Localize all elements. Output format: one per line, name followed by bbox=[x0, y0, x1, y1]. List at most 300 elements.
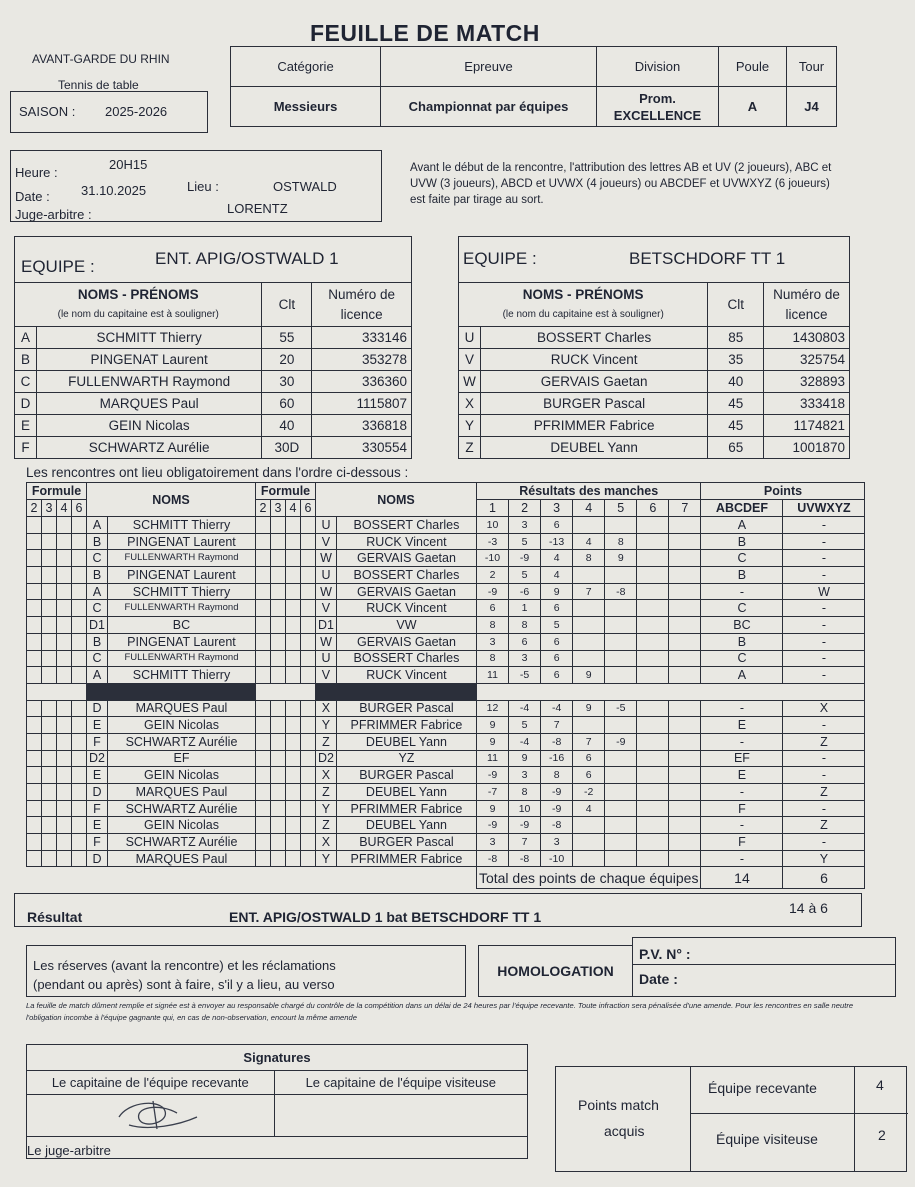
formula-cell bbox=[255, 717, 270, 734]
formula-cell bbox=[42, 800, 57, 817]
player-letter: A bbox=[15, 327, 37, 349]
away-point: - bbox=[783, 834, 865, 851]
home-point: E bbox=[701, 767, 783, 784]
set-score: 3 bbox=[509, 517, 541, 534]
set-score: -9 bbox=[476, 817, 508, 834]
home-point: B bbox=[701, 533, 783, 550]
away-point: - bbox=[783, 667, 865, 684]
set-score: -8 bbox=[509, 850, 541, 867]
set-score bbox=[637, 600, 669, 617]
home-player-letter: D bbox=[87, 700, 108, 717]
formula-cell bbox=[72, 767, 87, 784]
home-player-letter: D2 bbox=[87, 750, 108, 767]
away-players-table bbox=[458, 282, 850, 459]
set-score: 9 bbox=[476, 800, 508, 817]
formula-cell bbox=[270, 733, 285, 750]
set-score: -16 bbox=[541, 750, 573, 767]
away-formula-col: 2 bbox=[255, 500, 270, 517]
formula-cell bbox=[300, 650, 315, 667]
formula-cell bbox=[27, 517, 42, 534]
away-player-letter: V bbox=[315, 600, 336, 617]
category-header: Catégorie bbox=[231, 47, 381, 87]
formula-cell bbox=[42, 633, 57, 650]
set-score bbox=[605, 750, 637, 767]
formula-cell bbox=[285, 767, 300, 784]
time-value: 20H15 bbox=[109, 157, 148, 172]
result-label: Résultat bbox=[27, 909, 83, 925]
formula-cell bbox=[57, 517, 72, 534]
home-player-name: SCHWARTZ Aurélie bbox=[107, 800, 255, 817]
formula-cell bbox=[72, 850, 87, 867]
set-score: 2 bbox=[476, 567, 508, 584]
set-score: 6 bbox=[509, 633, 541, 650]
home-licence-label-1: Numéro de bbox=[328, 286, 396, 302]
homologation-date-label: Date : bbox=[639, 971, 678, 987]
referee-signature-label: Le juge-arbitre bbox=[27, 1137, 528, 1159]
formula-cell bbox=[57, 650, 72, 667]
home-player-name: PINGENAT Laurent bbox=[107, 633, 255, 650]
totals-label: Total des points de chaque équipes bbox=[476, 867, 701, 889]
player-letter: V bbox=[459, 349, 481, 371]
formula-cell bbox=[57, 550, 72, 567]
formula-cell bbox=[72, 784, 87, 801]
away-player-letter: Z bbox=[315, 784, 336, 801]
formula-cell bbox=[270, 600, 285, 617]
fine-print: La feuille de match dûment remplie et signée est à envoyer au responsable chargé du contrôle de la compétition dans un délai de 24 heures par l'équipe recevante. Toute infraction sera pénalisée d'une amende. Pour les rencontres en salle neutre l'obligation incombe à l'équipe gagnante qui, en cas de non-observation, encourt la même amende bbox=[26, 1001, 854, 1022]
home-player-name: SCHWARTZ Aurélie bbox=[107, 733, 255, 750]
formula-cell bbox=[72, 717, 87, 734]
player-letter: Z bbox=[459, 437, 481, 459]
player-letter: D bbox=[15, 393, 37, 415]
home-point: A bbox=[701, 517, 783, 534]
home-point: - bbox=[701, 817, 783, 834]
formula-cell bbox=[27, 717, 42, 734]
season-label: SAISON : bbox=[19, 104, 76, 119]
totals-spacer bbox=[27, 867, 477, 889]
away-player-letter: X bbox=[315, 834, 336, 851]
formula-cell bbox=[27, 733, 42, 750]
game-row bbox=[27, 850, 865, 867]
player-ranking: 20 bbox=[262, 349, 312, 371]
game-row bbox=[27, 784, 865, 801]
formula-cell bbox=[255, 784, 270, 801]
reserves-box bbox=[26, 945, 466, 997]
set-score: -8 bbox=[541, 733, 573, 750]
player-letter: W bbox=[459, 371, 481, 393]
home-players-table bbox=[14, 282, 412, 459]
formula-cell bbox=[57, 717, 72, 734]
pool-value: A bbox=[719, 87, 787, 127]
player-licence: 1115807 bbox=[312, 393, 412, 415]
date-value: 31.10.2025 bbox=[81, 183, 147, 198]
set-score: -8 bbox=[476, 850, 508, 867]
formula-cell bbox=[57, 834, 72, 851]
set-score bbox=[637, 700, 669, 717]
signatures-table bbox=[26, 1044, 528, 1159]
formula-cell bbox=[72, 733, 87, 750]
formula-cell bbox=[255, 733, 270, 750]
set-score bbox=[637, 784, 669, 801]
away-point: Z bbox=[783, 784, 865, 801]
formula-cell bbox=[27, 784, 42, 801]
set-score bbox=[637, 834, 669, 851]
set-score: 4 bbox=[541, 567, 573, 584]
set-score bbox=[573, 850, 605, 867]
set-score: 8 bbox=[541, 767, 573, 784]
home-player-name: GEIN Nicolas bbox=[107, 767, 255, 784]
set-score bbox=[637, 533, 669, 550]
formula-cell bbox=[300, 767, 315, 784]
formula-cell bbox=[72, 834, 87, 851]
formula-cell bbox=[27, 650, 42, 667]
set-score: 11 bbox=[476, 750, 508, 767]
formula-cell bbox=[270, 767, 285, 784]
away-equipe-label: EQUIPE : bbox=[463, 249, 537, 268]
formula-cell bbox=[300, 550, 315, 567]
player-row bbox=[15, 393, 412, 415]
set-score: 10 bbox=[476, 517, 508, 534]
set-score bbox=[605, 800, 637, 817]
set-score bbox=[669, 567, 701, 584]
away-names-label: NOMS - PRÉNOMS bbox=[522, 286, 644, 302]
game-row bbox=[27, 600, 865, 617]
player-name: GERVAIS Gaetan bbox=[480, 371, 707, 393]
set-score bbox=[637, 633, 669, 650]
set-score: 6 bbox=[541, 633, 573, 650]
formula-cell bbox=[285, 633, 300, 650]
home-player-name: GEIN Nicolas bbox=[107, 817, 255, 834]
away-team-points-label: Équipe visiteuse bbox=[716, 1131, 818, 1147]
set-score bbox=[573, 567, 605, 584]
player-row bbox=[15, 327, 412, 349]
home-player-letter: B bbox=[87, 633, 108, 650]
game-row bbox=[27, 733, 865, 750]
player-licence: 1430803 bbox=[764, 327, 850, 349]
set-score: 4 bbox=[541, 550, 573, 567]
home-player-letter: F bbox=[87, 834, 108, 851]
formula-cell bbox=[27, 617, 42, 634]
set-score: 6 bbox=[573, 750, 605, 767]
match-info-box bbox=[10, 150, 382, 222]
set-score: 11 bbox=[476, 667, 508, 684]
formula-cell bbox=[27, 583, 42, 600]
set-number: 4 bbox=[573, 500, 605, 517]
set-score bbox=[637, 617, 669, 634]
player-name: DEUBEL Yann bbox=[480, 437, 707, 459]
formula-cell bbox=[255, 583, 270, 600]
formula-cell bbox=[27, 633, 42, 650]
away-player-letter: D2 bbox=[315, 750, 336, 767]
player-ranking: 55 bbox=[262, 327, 312, 349]
formula-cell bbox=[57, 750, 72, 767]
away-player-letter: U bbox=[315, 650, 336, 667]
formula-cell bbox=[255, 550, 270, 567]
formula-cell bbox=[285, 750, 300, 767]
away-names-header bbox=[459, 283, 708, 327]
home-point: F bbox=[701, 834, 783, 851]
home-player-name: MARQUES Paul bbox=[107, 700, 255, 717]
set-score bbox=[605, 767, 637, 784]
game-row bbox=[27, 800, 865, 817]
formula-cell bbox=[285, 583, 300, 600]
formula-cell bbox=[255, 750, 270, 767]
home-player-letter: F bbox=[87, 733, 108, 750]
away-player-name: PFRIMMER Fabrice bbox=[336, 717, 476, 734]
formula-cell bbox=[300, 583, 315, 600]
time-label: Heure : bbox=[15, 165, 58, 180]
away-point: - bbox=[783, 633, 865, 650]
away-point: - bbox=[783, 533, 865, 550]
away-player-name: PFRIMMER Fabrice bbox=[336, 800, 476, 817]
pm-divider-h bbox=[690, 1113, 908, 1114]
set-score: 3 bbox=[476, 633, 508, 650]
game-row bbox=[27, 633, 865, 650]
set-score bbox=[573, 617, 605, 634]
division-header: Division bbox=[597, 47, 719, 87]
set-number: 5 bbox=[605, 500, 637, 517]
signatures-title: Signatures bbox=[27, 1045, 528, 1071]
event-value: Championnat par équipes bbox=[381, 87, 597, 127]
away-point: - bbox=[783, 750, 865, 767]
home-point: C bbox=[701, 600, 783, 617]
away-captain-label: Le capitaine de l'équipe visiteuse bbox=[274, 1071, 527, 1095]
set-score bbox=[669, 533, 701, 550]
sep-rest bbox=[476, 683, 865, 700]
player-ranking: 85 bbox=[708, 327, 764, 349]
formula-cell bbox=[270, 550, 285, 567]
away-point: Y bbox=[783, 850, 865, 867]
away-point: - bbox=[783, 617, 865, 634]
set-score: 9 bbox=[509, 750, 541, 767]
away-player-name: YZ bbox=[336, 750, 476, 767]
away-licence-header bbox=[764, 283, 850, 327]
formula-cell bbox=[270, 633, 285, 650]
formula-cell bbox=[42, 717, 57, 734]
home-player-name: SCHMITT Thierry bbox=[107, 517, 255, 534]
formula-cell bbox=[42, 567, 57, 584]
home-point: - bbox=[701, 784, 783, 801]
formula-cell bbox=[285, 667, 300, 684]
game-row bbox=[27, 717, 865, 734]
player-row bbox=[459, 415, 850, 437]
set-score: 5 bbox=[509, 533, 541, 550]
player-licence: 336360 bbox=[312, 371, 412, 393]
away-licence-label-1: Numéro de bbox=[773, 286, 840, 302]
round-header: Tour bbox=[787, 47, 837, 87]
set-score: 8 bbox=[573, 550, 605, 567]
category-table bbox=[230, 46, 837, 127]
formula-cell bbox=[300, 533, 315, 550]
home-licence-label-2: licence bbox=[340, 306, 383, 322]
set-score: -9 bbox=[476, 767, 508, 784]
set-score bbox=[605, 834, 637, 851]
player-name: GEIN Nicolas bbox=[36, 415, 262, 437]
formula-cell bbox=[300, 733, 315, 750]
home-formula-col: 2 bbox=[27, 500, 42, 517]
away-player-name: VW bbox=[336, 617, 476, 634]
formula-cell bbox=[72, 667, 87, 684]
away-player-name: DEUBEL Yann bbox=[336, 817, 476, 834]
game-row bbox=[27, 767, 865, 784]
formula-cell bbox=[42, 733, 57, 750]
set-score bbox=[605, 817, 637, 834]
formula-cell bbox=[72, 567, 87, 584]
away-player-letter: Y bbox=[315, 800, 336, 817]
formula-cell bbox=[255, 800, 270, 817]
away-point: X bbox=[783, 700, 865, 717]
home-player-letter: F bbox=[87, 800, 108, 817]
formula-cell bbox=[300, 850, 315, 867]
player-licence: 325754 bbox=[764, 349, 850, 371]
set-score: -13 bbox=[541, 533, 573, 550]
formula-cell bbox=[42, 817, 57, 834]
home-point: A bbox=[701, 667, 783, 684]
set-number: 2 bbox=[509, 500, 541, 517]
player-letter: F bbox=[15, 437, 37, 459]
player-name: SCHWARTZ Aurélie bbox=[36, 437, 262, 459]
formula-cell bbox=[57, 567, 72, 584]
set-score bbox=[637, 567, 669, 584]
formula-cell bbox=[270, 717, 285, 734]
sets-header: Résultats des manches bbox=[476, 483, 701, 500]
total-away: 6 bbox=[783, 867, 865, 889]
game-row bbox=[27, 750, 865, 767]
set-score: -6 bbox=[509, 583, 541, 600]
home-clt-header: Clt bbox=[262, 283, 312, 327]
formula-cell bbox=[270, 800, 285, 817]
formula-cell bbox=[255, 667, 270, 684]
points-match-box bbox=[555, 1066, 907, 1172]
home-player-name: MARQUES Paul bbox=[107, 784, 255, 801]
set-score bbox=[637, 850, 669, 867]
away-player-name: PFRIMMER Fabrice bbox=[336, 850, 476, 867]
home-player-letter: A bbox=[87, 583, 108, 600]
set-score: -9 bbox=[476, 583, 508, 600]
player-ranking: 60 bbox=[262, 393, 312, 415]
away-player-name: BURGER Pascal bbox=[336, 834, 476, 851]
set-score: -9 bbox=[541, 800, 573, 817]
set-score: 8 bbox=[509, 617, 541, 634]
set-score: -10 bbox=[476, 550, 508, 567]
home-captain-label: Le capitaine de l'équipe recevante bbox=[27, 1071, 275, 1095]
formula-cell bbox=[72, 517, 87, 534]
away-team-points: 2 bbox=[878, 1127, 886, 1143]
home-point: - bbox=[701, 850, 783, 867]
set-score: 7 bbox=[573, 583, 605, 600]
set-score bbox=[573, 517, 605, 534]
set-score bbox=[669, 517, 701, 534]
set-score bbox=[637, 517, 669, 534]
division-value bbox=[597, 87, 719, 127]
player-row bbox=[15, 415, 412, 437]
formula-cell bbox=[27, 700, 42, 717]
formula-cell bbox=[255, 617, 270, 634]
set-score bbox=[637, 667, 669, 684]
game-row bbox=[27, 617, 865, 634]
away-player-letter: Y bbox=[315, 850, 336, 867]
home-player-letter: D bbox=[87, 784, 108, 801]
formula-cell bbox=[57, 667, 72, 684]
formula-cell bbox=[42, 667, 57, 684]
set-score: 5 bbox=[509, 717, 541, 734]
home-player-name: PINGENAT Laurent bbox=[107, 567, 255, 584]
division-line1: Prom. bbox=[639, 90, 676, 106]
home-player-letter: A bbox=[87, 667, 108, 684]
away-licence-label-2: licence bbox=[785, 306, 828, 322]
home-names-label: NOMS - PRÉNOMS bbox=[77, 286, 199, 302]
formula-cell bbox=[27, 533, 42, 550]
set-score: -2 bbox=[573, 784, 605, 801]
game-row bbox=[27, 817, 865, 834]
formula-cell bbox=[42, 784, 57, 801]
home-formula-header: Formule bbox=[27, 483, 87, 500]
homologation-label: HOMOLOGATION bbox=[478, 945, 633, 997]
home-point: E bbox=[701, 717, 783, 734]
set-score bbox=[605, 617, 637, 634]
season-box bbox=[10, 91, 208, 133]
away-player-letter: W bbox=[315, 583, 336, 600]
formula-cell bbox=[255, 834, 270, 851]
away-formula-col: 4 bbox=[285, 500, 300, 517]
set-score bbox=[605, 600, 637, 617]
draw-note: Avant le début de la rencontre, l'attribution des lettres AB et UV (2 joueurs), ABC et UVW (3 joueurs), ABCD et UVWX (4 joueurs) ou ABCDEF et UVWXYZ (6 joueurs) est faite par tirage au sort. bbox=[410, 162, 832, 206]
formula-cell bbox=[72, 700, 87, 717]
player-row bbox=[459, 371, 850, 393]
home-point: - bbox=[701, 700, 783, 717]
set-score bbox=[637, 733, 669, 750]
set-score bbox=[637, 800, 669, 817]
formula-cell bbox=[255, 633, 270, 650]
set-score bbox=[669, 733, 701, 750]
formula-cell bbox=[300, 617, 315, 634]
away-player-name: GERVAIS Gaetan bbox=[336, 633, 476, 650]
formula-cell bbox=[300, 667, 315, 684]
player-name: BOSSERT Charles bbox=[480, 327, 707, 349]
formula-cell bbox=[300, 700, 315, 717]
sep-shade-home bbox=[87, 683, 256, 700]
home-player-letter: B bbox=[87, 567, 108, 584]
set-score bbox=[637, 650, 669, 667]
set-score: 5 bbox=[509, 567, 541, 584]
formula-cell bbox=[72, 633, 87, 650]
formula-cell bbox=[27, 667, 42, 684]
formula-cell bbox=[42, 583, 57, 600]
uvwxyz-header: UVWXYZ bbox=[783, 500, 865, 517]
set-score bbox=[605, 517, 637, 534]
set-score: 1 bbox=[509, 600, 541, 617]
formula-cell bbox=[285, 733, 300, 750]
player-ranking: 45 bbox=[708, 415, 764, 437]
pv-box bbox=[632, 937, 896, 997]
set-score bbox=[605, 850, 637, 867]
sport-name: Tennis de table bbox=[58, 78, 139, 92]
formula-cell bbox=[270, 617, 285, 634]
set-score bbox=[605, 717, 637, 734]
formula-cell bbox=[72, 800, 87, 817]
game-row bbox=[27, 700, 865, 717]
set-score bbox=[637, 717, 669, 734]
home-team-points: 4 bbox=[876, 1077, 884, 1093]
formula-cell bbox=[57, 533, 72, 550]
player-row bbox=[15, 437, 412, 459]
set-score bbox=[669, 817, 701, 834]
player-ranking: 30 bbox=[262, 371, 312, 393]
player-row bbox=[459, 327, 850, 349]
player-licence: 328893 bbox=[764, 371, 850, 393]
away-player-letter: W bbox=[315, 550, 336, 567]
set-score bbox=[669, 700, 701, 717]
set-score: 8 bbox=[605, 533, 637, 550]
